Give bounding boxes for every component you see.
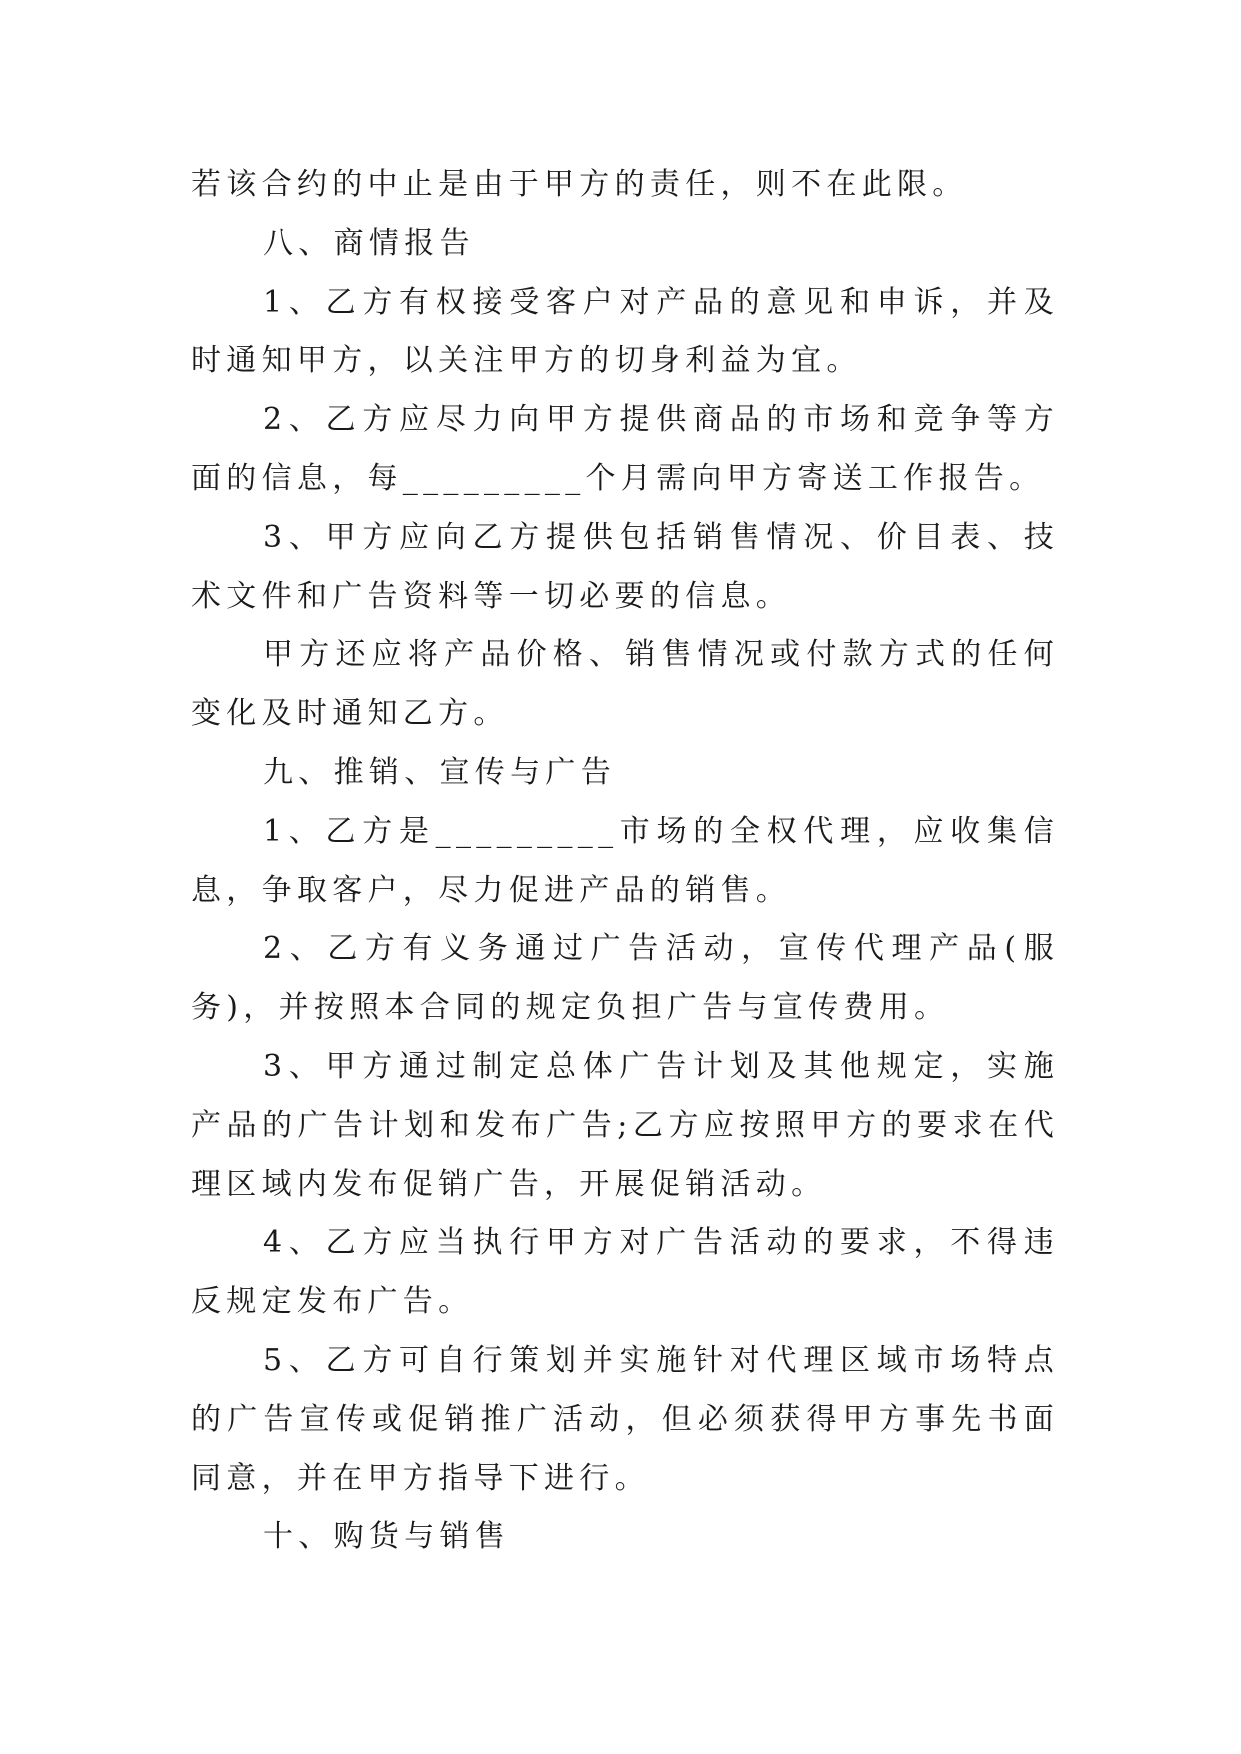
paragraph-clause-8-3-supplement: 甲方还应将产品价格、销售情况或付款方式的任何变化及时通知乙方。 [191, 637, 1059, 732]
paragraph-termination-note: 若该合约的中止是由于甲方的责任，则不在此限。 [191, 167, 968, 202]
document-body [191, 156, 1059, 1567]
paragraph-clause-9-5: 5、乙方可自行策划并实施针对代理区域市场特点的广告宣传或促销推广活动，但必须获得甲方事先书面同意，并在甲方指导下进行。 [191, 1342, 1059, 1496]
paragraph-clause-9-3: 3、甲方通过制定总体广告计划及其他规定，实施产品的广告计划和发布广告;乙方应按照甲方的要求在代理区域内发布促销广告，开展促销活动。 [191, 1048, 1059, 1202]
paragraph-clause-9-4: 4、乙方应当执行甲方对广告活动的要求，不得违反规定发布广告。 [191, 1225, 1059, 1320]
section-heading-purchase-sales: 十、购货与销售 [263, 1519, 511, 1555]
paragraph-clause-8-2: 2、乙方应尽力向甲方提供商品的市场和竞争等方面的信息，每_________个月需向甲方寄送工作报告。 [191, 402, 1059, 496]
paragraph-clause-9-1: 1、乙方是_________市场的全权代理，应收集信息，争取客户，尽力促进产品的销售。 [191, 813, 1059, 908]
section-heading-promotion-advertising: 九、推销、宣传与广告 [263, 754, 616, 790]
paragraph-clause-8-3: 3、甲方应向乙方提供包括销售情况、价目表、技术文件和广告资料等一切必要的信息。 [191, 519, 1059, 614]
paragraph-clause-8-1: 1、乙方有权接受客户对产品的意见和申诉，并及时通知甲方，以关注甲方的切身利益为宜。 [191, 284, 1059, 379]
section-heading-business-report: 八、商情报告 [263, 225, 475, 261]
paragraph-clause-9-2: 2、乙方有义务通过广告活动，宣传代理产品(服务)，并按照本合同的规定负担广告与宣传费用。 [191, 931, 1059, 1026]
